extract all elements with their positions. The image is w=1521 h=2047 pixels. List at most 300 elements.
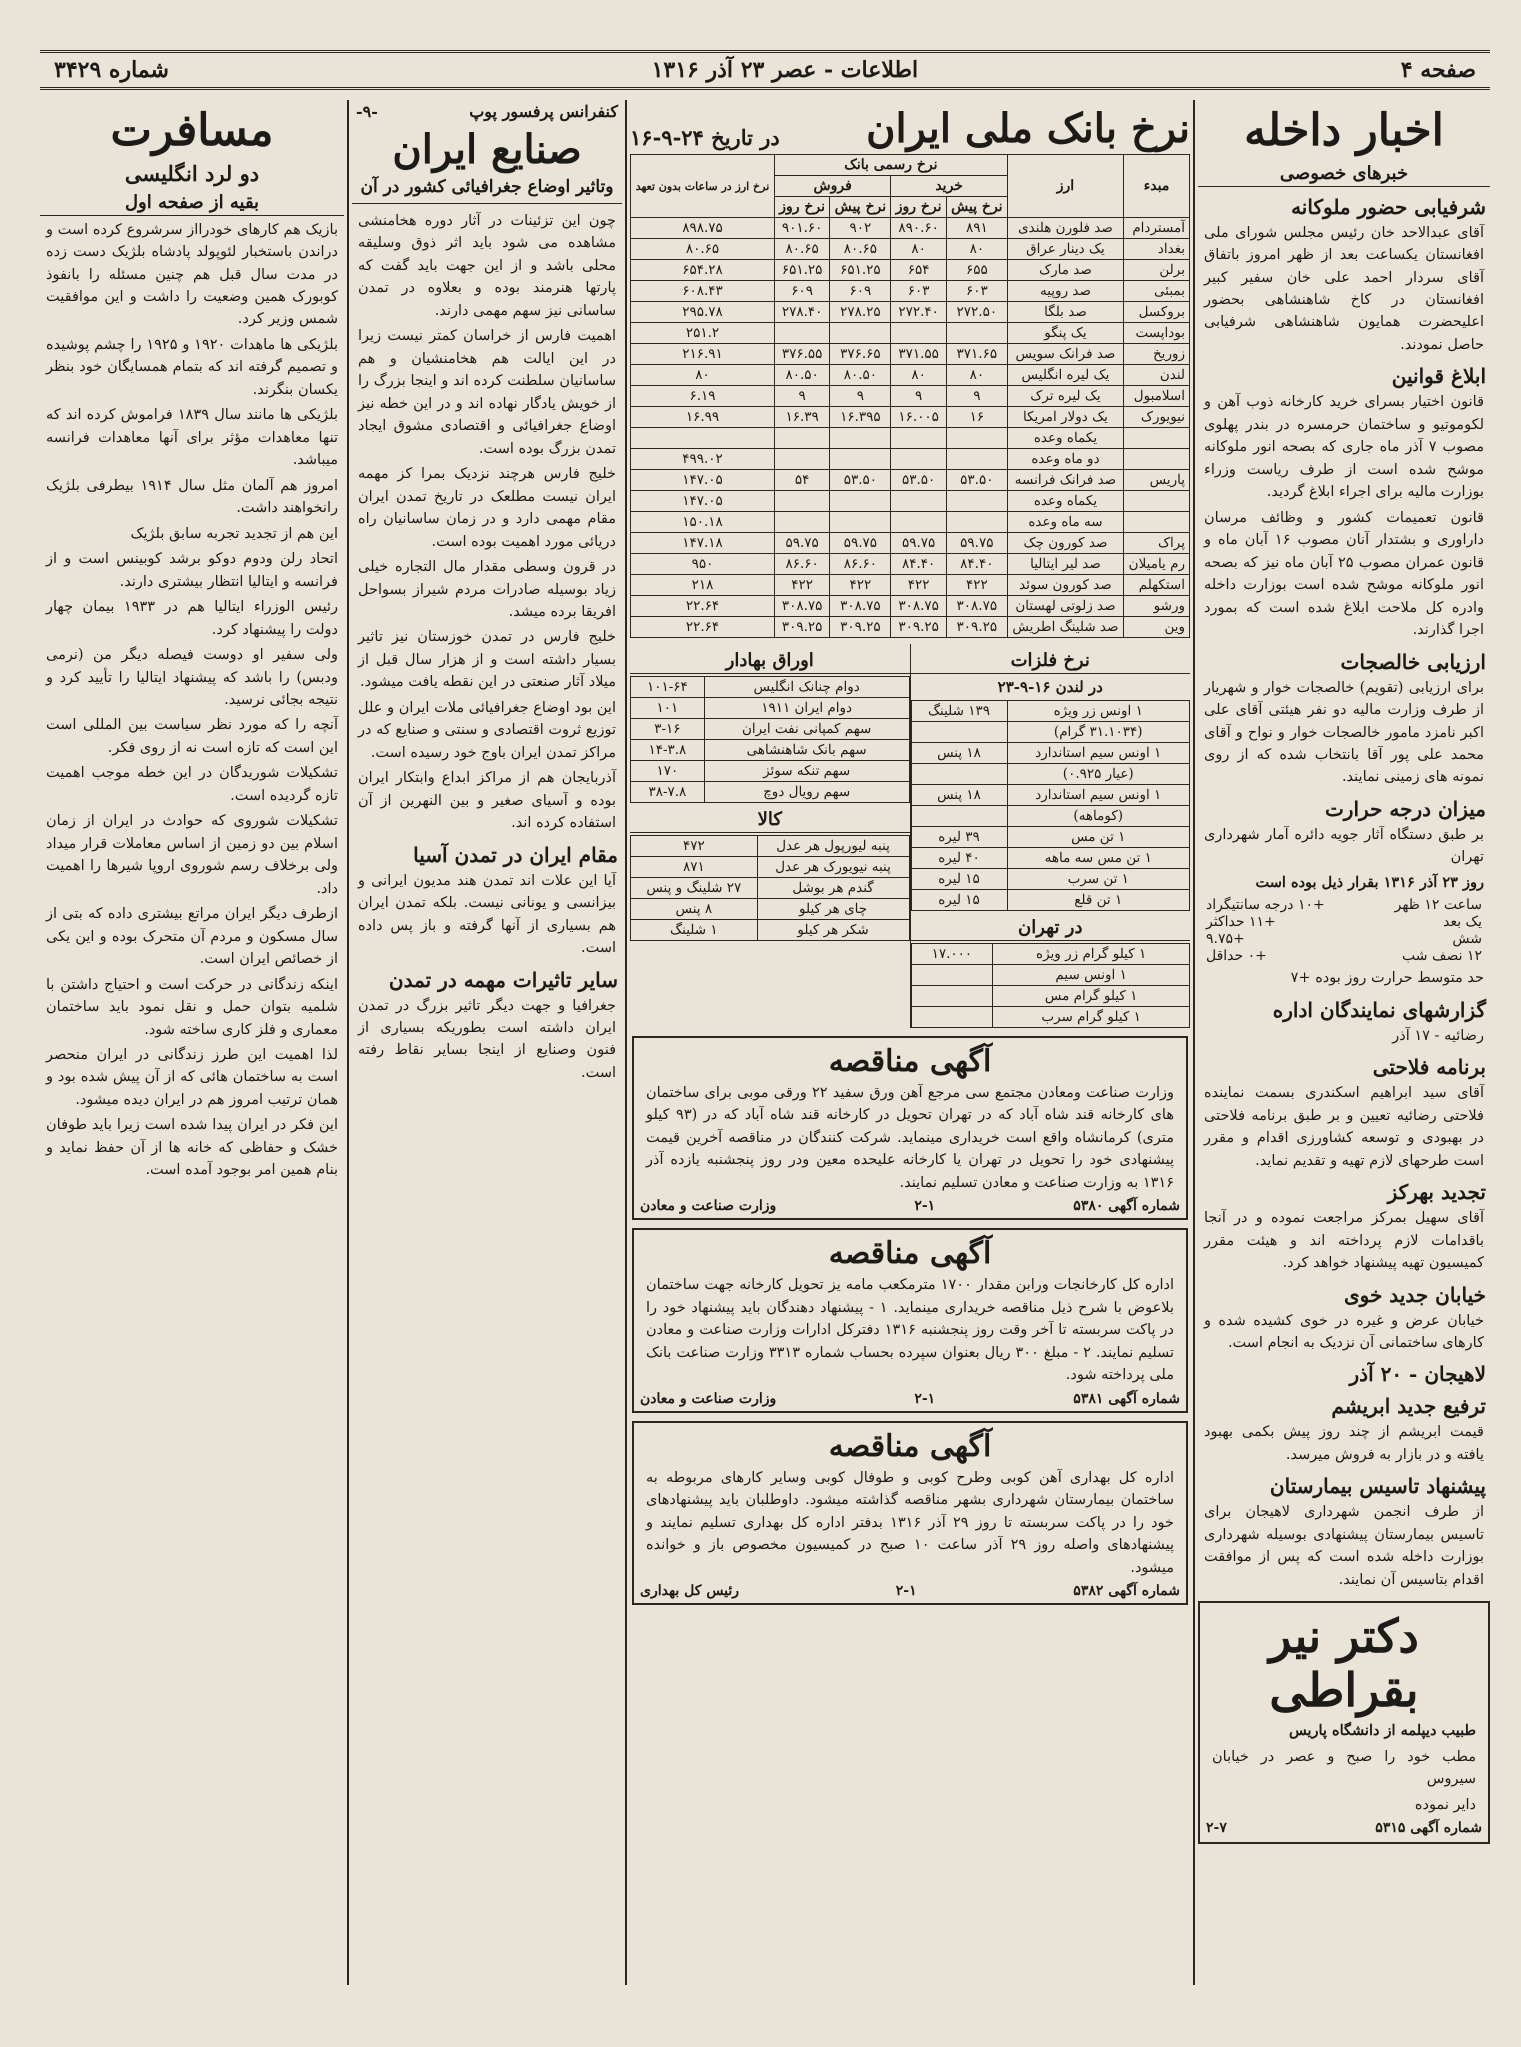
- goods-row: [631, 878, 910, 899]
- tehran-row-label: ۱ کیلو گرام زر ویژه: [993, 944, 1190, 965]
- rate-row: [631, 407, 1190, 428]
- metal-row: [911, 827, 1190, 848]
- rate-row: [631, 386, 1190, 407]
- exchange-rates-table: [630, 154, 1190, 638]
- ad-code: ۲-۱: [895, 1583, 917, 1600]
- metal-row-label: ۱ تن مس سه ماهه: [1007, 848, 1190, 869]
- rate-cell: ۴۲۲: [946, 575, 1007, 596]
- metal-row-value: ۱۸ پنس: [911, 785, 1007, 806]
- rate-cell: ۲۲.۶۴: [631, 617, 775, 638]
- rate-cell: ۸۰.۶۵: [774, 239, 829, 260]
- ad-code: ۲-۱: [914, 1390, 936, 1407]
- rate-row: [631, 533, 1190, 554]
- tehran-row-value: [911, 1007, 993, 1028]
- col-city: مبدء: [1124, 155, 1190, 218]
- rate-cell: زوریخ: [1124, 344, 1190, 365]
- rate-cell: ۶۵۵: [946, 260, 1007, 281]
- tender-ads: [630, 1036, 1190, 1605]
- rate-cell: ۳۰۸.۷۵: [774, 596, 829, 617]
- goods-row-label: شکر هر کیلو: [757, 920, 909, 941]
- rate-cell: ۳۰۹.۲۵: [891, 617, 946, 638]
- news-headline: برنامه فلاحتی: [1372, 1055, 1486, 1080]
- rate-cell: ۹: [830, 386, 891, 407]
- travel-paragraph: این فکر در ایران پیدا شده است زیرا باید طوفان خشک و حفاظی که خانه ها از آن حفظ نماید و بنام همین امر بوجود آمده است.: [46, 1117, 338, 1179]
- goods-title: کالا: [630, 809, 910, 833]
- travel-paragraph: اینکه زندگانی در حرکت است و احتیاج داشتن با شلمیه بتوان حمل و نقل نمود باید ساختمان معماری و فلز کاری ساخته شود.: [46, 976, 338, 1038]
- rate-cell: [1124, 449, 1190, 470]
- tehran-row-value: ۱۷.۰۰۰: [911, 944, 993, 965]
- rate-cell: [891, 512, 946, 533]
- rate-cell: ۸۰.۶۵: [631, 239, 775, 260]
- news-headline: خیابان جدید خوی: [1343, 1282, 1486, 1307]
- temp-label: یک بعد: [1443, 914, 1482, 931]
- temp-value: +۰ حداقل: [1206, 948, 1267, 965]
- rate-cell: [774, 323, 829, 344]
- news-headline: تجدید بهرکز: [1387, 1180, 1486, 1205]
- travel-paragraph: بازیک هم کارهای خودرااز سرشروع کرده است و دراندن باستخبار لئوپولد پادشاه بلژیک دست زده در مدت سال قبل هم چنین مسئله را بانفوذ کوبورک همین وضعیت را داشت و این موافقیت شمس وزیر کرد.: [46, 221, 338, 328]
- stocks-table: [630, 676, 910, 803]
- news-text: قانون اختیار بسرای خرید کارخانه ذوب آهن و لکوموتیو و ساختمان حرمسره در بندر پهلوی مصوب ۷ آذر ماه جاری که بصحه انور ملوکانه موشح شده است از طرف ریاست وزراء بوزارت مالیه برای اجراء ابلاغ گردید.: [1204, 394, 1485, 501]
- rate-cell: ۱۵۰.۱۸: [631, 512, 775, 533]
- article-kicker: کنفرانس پرفسور پوپ: [469, 102, 618, 121]
- rate-cell: ۵۳.۵۰: [830, 470, 891, 491]
- goods-row-label: پنبه لیورپول هر عدل: [757, 836, 909, 857]
- rate-cell: ۲۹۵.۷۸: [631, 302, 775, 323]
- rate-cell: ۴۲۲: [774, 575, 829, 596]
- rate-cell: صد زلوتی لهستان: [1007, 596, 1123, 617]
- travel-paragraph: بلژیکی ها ماهدات ۱۹۲۰ و ۱۹۲۵ را چشم پوشیده و تصمیم گرفته اند که بتمام همسایگان خود بنظر یکسان بنگرند.: [46, 336, 338, 398]
- rate-cell: یک لیره انگلیس: [1007, 365, 1123, 386]
- domestic-news-column: [1198, 100, 1490, 1985]
- news-text: قانون تعمیمات کشور و وظائف مرسان داراوری و بشتدار آنان مصوب ۱۶ آبان ماه و قانون عمران مصوب ۲۵ آبان ماه نیز که بصحه انور ملوکانه موشح شده است بوزارت داخله وادره کل ملاحت ابلاغ شده است که بمورد اجرا گذارند.: [1204, 509, 1484, 639]
- rate-cell: [946, 491, 1007, 512]
- temp-value: +۱۰ درجه سانتیگراد: [1206, 897, 1325, 914]
- metal-row-label: ۱ اونس سیم استاندارد: [1007, 785, 1190, 806]
- news-text: آقای سید ابراهیم اسکندری بسمت نماینده فلاحتی رضائیه تعیین و بر طبق برنامه فلاحتی در بهبودی و توسعه کشاورزی اقدام و مقرر است طرحهای لازم تهیه و تقدیم نماید.: [1204, 1085, 1484, 1169]
- travel-title: مسافرت: [110, 105, 274, 156]
- tehran-title: در تهران: [911, 917, 1191, 941]
- tehran-row: [911, 944, 1190, 965]
- rate-cell: [830, 428, 891, 449]
- metal-row-value: ۱۳۹ شلینگ: [911, 701, 1007, 722]
- rate-row: [631, 428, 1190, 449]
- article-subheading: سایر تاثیرات مهمه در تمدن: [388, 967, 618, 992]
- metal-row-value: ۱۵ لیره: [911, 869, 1007, 890]
- rate-cell: ۴۹۹.۰۲: [631, 449, 775, 470]
- rate-row: [631, 575, 1190, 596]
- rate-cell: صد فلورن هلندی: [1007, 218, 1123, 239]
- news-items: [1198, 195, 1490, 1592]
- travel-paragraph: رئیس الوزراء ایتالیا هم در ۱۹۳۳ بیمان چهار دولت را پیشنهاد کرد.: [46, 599, 338, 638]
- rate-cell: آمستردام: [1124, 218, 1190, 239]
- tehran-row: [911, 965, 1190, 986]
- article-subtitle: وتاثیر اوضاع جغرافیائی کشور در آن: [360, 177, 614, 197]
- article-paragraph: این بود اوضاع جغرافیائی ملات ایران و علل توزیع ثروت اقتصادی و سنتی و صنایع که در مراکز تمدن ایران باوج خود رسیده است.: [358, 699, 616, 761]
- metal-row: [911, 743, 1190, 764]
- goods-row-value: ۸۷۱: [631, 857, 758, 878]
- metal-row-value: [911, 806, 1007, 827]
- paper-name-date: اطلاعات - عصر ۲۳ آذر ۱۳۱۶: [651, 57, 919, 83]
- rate-cell: ۱۴۷.۰۵: [631, 470, 775, 491]
- news-text: خیابان عرض و غیره در خوی کشیده شده و کارهای ساختمانی آن نزدیک به انجام است.: [1204, 1312, 1484, 1351]
- ad-number: شماره آگهی ۵۳۸۰: [1073, 1198, 1180, 1215]
- rate-cell: ۲۵۱.۲: [631, 323, 775, 344]
- rate-cell: ۳۷۶.۶۵: [830, 344, 891, 365]
- ad-number: شماره آگهی ۵۳۸۱: [1073, 1390, 1180, 1407]
- rate-cell: ۸۶.۶۰: [774, 554, 829, 575]
- rate-cell: ۳۰۸.۷۵: [830, 596, 891, 617]
- metals-block: [910, 644, 1191, 1028]
- metal-row-value: ۴۰ لیره: [911, 848, 1007, 869]
- rate-cell: [774, 512, 829, 533]
- rate-cell: ۶۰۹: [774, 281, 829, 302]
- rate-cell: ۲۷۲.۵۰: [946, 302, 1007, 323]
- rate-cell: ۱۶: [946, 407, 1007, 428]
- doctor-credentials: طبیب دیپلمه از دانشگاه پاریس: [1288, 1722, 1476, 1740]
- rate-row: [631, 596, 1190, 617]
- goods-row-value: ۴۷۲: [631, 836, 758, 857]
- tehran-row: [911, 986, 1190, 1007]
- rate-row: [631, 344, 1190, 365]
- stock-row-label: دوام چنانک انگلیس: [704, 677, 909, 698]
- rate-cell: ۹۰۲: [830, 218, 891, 239]
- metal-row: [911, 890, 1190, 911]
- news-text: آقای سهیل بمرکز مراجعت نموده و در آنجا باقدامات لازم پرداخته اند و هیئت مقرر کمیسیون تهیه پیشنهاد خواهد کرد.: [1204, 1210, 1484, 1272]
- page-header: [40, 50, 1490, 90]
- rate-cell: ۳۰۸.۷۵: [946, 596, 1007, 617]
- rate-cell: پاریس: [1124, 470, 1190, 491]
- rate-cell: ۸۴.۴۰: [891, 554, 946, 575]
- travel-paragraph: ازطرف دیگر ایران مراتع بیشتری داده که بتی از سال مسکون و مردم آن متحرک بوده و این یکی از خصائص ایران است.: [46, 906, 338, 968]
- ad-signature: وزارت صناعت و معادن: [640, 1390, 777, 1407]
- col-official: نرخ رسمی بانک: [774, 155, 1007, 176]
- ad-signature: رئیس کل بهداری: [640, 1583, 740, 1600]
- rate-cell: ۲۱۸: [631, 575, 775, 596]
- rate-cell: ۶۵۴.۲۸: [631, 260, 775, 281]
- rate-cell: ۵۳.۵۰: [891, 470, 946, 491]
- rate-cell: ۹۰۱.۶۰: [774, 218, 829, 239]
- rate-cell: ۵۴: [774, 470, 829, 491]
- rate-cell: ۸۰: [946, 365, 1007, 386]
- issue-number: شماره ۳۴۲۹: [54, 57, 169, 83]
- metal-row-label: ۱ اونس زر ویژه: [1007, 701, 1190, 722]
- rate-cell: ۱۴۷.۰۵: [631, 491, 775, 512]
- stocks-block: [630, 644, 910, 1028]
- rate-cell: ۸۰: [946, 239, 1007, 260]
- stock-row-label: سهم رویال دوچ: [704, 782, 909, 803]
- rate-cell: برلن: [1124, 260, 1190, 281]
- travel-paragraph: تشکیلات شوریدگان در این خطه موجب اهمیت تازه گردیده است.: [46, 765, 338, 804]
- rate-cell: ۶۰۹: [830, 281, 891, 302]
- rate-cell: صد مارک: [1007, 260, 1123, 281]
- stock-row: [631, 761, 910, 782]
- rate-cell: نیویورک: [1124, 407, 1190, 428]
- rate-cell: ۹: [774, 386, 829, 407]
- tehran-row-label: ۱ کیلو گرام مس: [993, 986, 1190, 1007]
- rate-cell: یکماه وعده: [1007, 428, 1123, 449]
- goods-row-value: ۱ شلینگ: [631, 920, 758, 941]
- goods-row-value: ۲۷ شلینگ و پنس: [631, 878, 758, 899]
- temp-label: ساعت ۱۲ ظهر: [1394, 897, 1482, 914]
- rate-cell: [946, 449, 1007, 470]
- rate-cell: [891, 491, 946, 512]
- col-sell: فروش: [774, 176, 890, 197]
- stock-row-value: ۱۷۰: [631, 761, 705, 782]
- ad-footer: [640, 1391, 1180, 1407]
- news-headline: گزارشهای نمایندگان اداره: [1272, 997, 1486, 1022]
- rate-cell: ۶۰۸.۴۳: [631, 281, 775, 302]
- rate-cell: [891, 428, 946, 449]
- travel-body: [40, 219, 344, 1182]
- rate-cell: استکهلم: [1124, 575, 1190, 596]
- rate-row: [631, 302, 1190, 323]
- rate-cell: ۳۰۹.۲۵: [774, 617, 829, 638]
- article-subheading: مقام ایران در تمدن آسیا: [413, 842, 618, 867]
- rate-cell: ۳۷۱.۵۵: [891, 344, 946, 365]
- metal-row-label: (کوماهه): [1007, 806, 1190, 827]
- col-today: نرخ روز: [891, 197, 946, 218]
- ad-text: اداره کل کارخانجات ورابن مقدار ۱۷۰۰ مترمکعب مامه یز تحویل کارخانه جهت ساختمان بلاعوض با شرح ذیل مناقصه خریداری مینماید. ۱ - پیشنهاد دهندگان باید پیشنهاد خود را در پاکت سربسته تا آخر وقت روز پنجشنبه ۱۳۱۶ دفترکل ادارات وزارت صناعت و معادن تسلیم نمایند. ۲ - مبلغ ۳۰۰ ریال بعنوان سپرده بحساب شماره ۳۳۱۳ وزارت صناعت بانک ملی پرداخته شود.: [646, 1277, 1175, 1384]
- travel-paragraph: تشکیلات شوروی که حوادث در ایران از زمان اسلام بین دو زمین از اساس معاملات قرار میداد ولی برخلاف رسم شوروی اروپا شیرها را اهمیت داد.: [46, 813, 338, 897]
- doctor-note: دایر نموده: [1414, 1796, 1476, 1813]
- travel-paragraph: آنچه را که مورد نظر سیاست بین المللی است این است که تازه است نه از روی فکر.: [46, 717, 338, 756]
- column-divider: [1193, 100, 1195, 1985]
- rate-cell: ۲۷۸.۲۵: [830, 302, 891, 323]
- rate-cell: [891, 323, 946, 344]
- stock-row: [631, 677, 910, 698]
- rate-cell: [1124, 512, 1190, 533]
- rate-row: [631, 512, 1190, 533]
- rate-cell: ۲۷۲.۴۰: [891, 302, 946, 323]
- news-text: رضائیه - ۱۷ آذر: [1392, 1027, 1484, 1044]
- temp-row: [1206, 948, 1482, 964]
- rate-cell: ۴۲۲: [830, 575, 891, 596]
- rate-row: [631, 365, 1190, 386]
- rate-cell: ۶۵۱.۲۵: [830, 260, 891, 281]
- rate-cell: اسلامبول: [1124, 386, 1190, 407]
- rate-cell: صد فرانک فرانسه: [1007, 470, 1123, 491]
- rate-cell: ورشو: [1124, 596, 1190, 617]
- ad-text: اداره کل بهداری آهن کوبی وطرح کوبی و طوفال کوبی وسایر کارهای مربوطه به ساختمان بیمارستان شهرداری بشهر مناقصه گذاشته میشود. داوطلبان باید پیشنهادهای خود را در پاکت سربسته تا روز ۲۹ آذر ۱۳۱۶ بدفتر اداره کل بهداری تسلیم نمایند و پیشنهادهای واصله روز ۲۹ آذر ساعت ۱۰ صبح در کمیسیون مخصوص باز و خوانده میشود.: [646, 1469, 1174, 1576]
- rate-cell: ۶.۱۹: [631, 386, 775, 407]
- rate-cell: [1124, 491, 1190, 512]
- bank-date: در تاریخ ۲۴-۹-۱۶: [630, 125, 780, 150]
- news-text: برای ارزیابی (تقویم) خالصجات خوار و شهریار از طرف وزارت مالیه دو نفر هیئتی آقای علی اکبر نامزد مامور خالصجات خوار و نواح و آقای محمد علی پور آقا بانتخاب شده که از روی نمونه های زمینی نمایند.: [1204, 679, 1484, 786]
- rate-cell: وین: [1124, 617, 1190, 638]
- section-title: اخبار داخله: [1244, 105, 1444, 156]
- travel-paragraph: امروز هم آلمان مثل سال ۱۹۱۴ بیطرفی بلژیک رانخواهند داشت.: [46, 477, 338, 517]
- doctor-name: دکتر نیر بقراطی: [1269, 1609, 1419, 1718]
- metals-title: نرخ فلزات: [911, 650, 1191, 674]
- rate-cell: ۴۲۲: [891, 575, 946, 596]
- rate-row: [631, 260, 1190, 281]
- rate-cell: یک دولار امریکا: [1007, 407, 1123, 428]
- rate-cell: ۸۹۱: [946, 218, 1007, 239]
- rate-cell: ۲۲.۶۴: [631, 596, 775, 617]
- rate-row: [631, 239, 1190, 260]
- tender-ad: [632, 1228, 1188, 1412]
- news-text: از طرف انجمن شهرداری لاهیجان برای تاسیس بیمارستان پیشنهادی بوسیله شهرداری بوزارت داخله شده است که پس از موافقت اقدام بتاسیس آن نمایند.: [1204, 1504, 1484, 1588]
- rate-cell: ۱۶.۹۹: [631, 407, 775, 428]
- rate-cell: [830, 323, 891, 344]
- stocks-title: اوراق بهادار: [630, 650, 910, 674]
- rate-cell: [946, 323, 1007, 344]
- temp-row: [1206, 914, 1482, 930]
- article-part: -۹-: [356, 102, 378, 121]
- goods-row-value: ۸ پنس: [631, 899, 758, 920]
- stock-row-label: سهم تنکه سوئز: [704, 761, 909, 782]
- rate-cell: [774, 491, 829, 512]
- col-buy: خرید: [891, 176, 1007, 197]
- article-paragraph: خلیج فارس هرچند نزدیک بمرا کز مهمه ایران نیست مطلعک در تاریخ تمدن ایران مقام مهمی دارد و در زمان ساسانیان راه دریائی مورد اهمیت بوده است.: [358, 466, 616, 550]
- rate-cell: ۵۹.۷۵: [774, 533, 829, 554]
- metal-row: [911, 806, 1190, 827]
- ad-code: ۲-۱: [914, 1198, 936, 1215]
- ad-code: ۲-۷: [1206, 1820, 1227, 1837]
- stock-row-value: ۱۰۱: [631, 698, 705, 719]
- tehran-row-label: ۱ اونس سیم: [993, 965, 1190, 986]
- newspaper-page: [40, 30, 1490, 2015]
- rate-cell: ۳۰۸.۷۵: [891, 596, 946, 617]
- travel-article-column: [40, 100, 344, 1985]
- ad-title: آگهی مناقصه: [828, 1428, 992, 1464]
- rate-cell: [891, 449, 946, 470]
- article-paragraph: جغرافیا و جهت دیگر تاثیر بزرگ در تمدن ایران داشته است بطوریکه بسیاری از فنون وصنایع از اینجا بسایر نقاط رفته است.: [358, 997, 616, 1081]
- rate-cell: ۸۹۸.۷۵: [631, 218, 775, 239]
- rate-cell: ۳۷۶.۵۵: [774, 344, 829, 365]
- rate-row: [631, 470, 1190, 491]
- stock-row-label: سهم بانک شاهنشاهی: [704, 740, 909, 761]
- metal-row-value: [911, 764, 1007, 785]
- ad-number: شماره آگهی ۵۳۱۵: [1375, 1820, 1482, 1837]
- metal-row: [911, 722, 1190, 743]
- rate-cell: صد لیر ایتالیا: [1007, 554, 1123, 575]
- column-divider: [347, 100, 349, 1985]
- goods-row-label: گندم هر بوشل: [757, 878, 909, 899]
- travel-paragraph: این هم از تجدید تجربه سابق بلژیک: [130, 525, 338, 542]
- news-headline: ترفیع جدید ابریشم: [1331, 1394, 1486, 1419]
- goods-row: [631, 899, 910, 920]
- rate-cell: ۹۵۰: [631, 554, 775, 575]
- news-text: آقای عبدالاحد خان رئیس مجلس شورای ملی افغانستان یکساعت بعد از ظهر امروز باتفاق آقای سردار احمد علی خان سفیر کبیر افغانستان در کاخ شاهنشاهی بحضور اعلیحضرت همایون شاهنشاهی شرفیابی حاصل نمودند.: [1204, 224, 1484, 353]
- rate-cell: ۶۵۱.۲۵: [774, 260, 829, 281]
- rate-cell: ۸۰.۵۰: [830, 365, 891, 386]
- rate-row: [631, 323, 1190, 344]
- rate-cell: صد روپیه: [1007, 281, 1123, 302]
- news-text: بر طبق دستگاه آثار جویه دائره آمار شهرداری تهران: [1204, 826, 1484, 866]
- metal-row-label: (۳۱.۱۰۳۴ گرام): [1007, 722, 1190, 743]
- ad-title: آگهی مناقصه: [828, 1044, 992, 1079]
- ad-text: وزارت صناعت ومعادن مجتمع سی مرجع آهن ورق سفید ۲۲ ورقی موبی برای ساختمان های کارخانه قند شاه آباد که در تهران تحویل در کارخانه قند شاه آباد که در (۹۳ کیلو متری) کرمانشاه واقع است خریداری مینماید. شرکت کنندگان در مناقصه آخرین قیمت پیشنهادی خود را تحویل در تهران یا کارخانه علیحده معین ودر روز پنجشنبه یازده آذر ۱۳۱۶ به وزارت صناعت و معادن تسلیم نمایند.: [646, 1085, 1174, 1191]
- rate-row: [631, 449, 1190, 470]
- stock-row: [631, 698, 910, 719]
- rate-cell: دو ماه وعده: [1007, 449, 1123, 470]
- col-note: نرخ ارز در ساعات بدون تعهد: [631, 155, 775, 218]
- bank-title: نرخ بانک ملی ایران: [866, 105, 1190, 152]
- rate-cell: [830, 512, 891, 533]
- temp-row: [1206, 897, 1482, 913]
- metal-row: [911, 701, 1190, 722]
- rate-cell: [946, 428, 1007, 449]
- rate-cell: ۸۰.۵۰: [774, 365, 829, 386]
- temp-label: شش: [1452, 931, 1482, 948]
- rate-cell: ۸۰.۶۵: [830, 239, 891, 260]
- news-headline: ابلاغ قوانین: [1391, 364, 1486, 389]
- rate-cell: یک لیره ترک: [1007, 386, 1123, 407]
- rate-cell: ۳۰۹.۲۵: [830, 617, 891, 638]
- rate-cell: ۹: [891, 386, 946, 407]
- metal-row-value: ۳۹ لیره: [911, 827, 1007, 848]
- rate-cell: [830, 491, 891, 512]
- rate-row: [631, 491, 1190, 512]
- temp-label: ۱۲ نصف شب: [1402, 948, 1482, 965]
- rate-cell: سه ماه وعده: [1007, 512, 1123, 533]
- stock-row-value: ۳۸-۷.۸: [631, 782, 705, 803]
- rate-cell: بمبئی: [1124, 281, 1190, 302]
- metal-row: [911, 764, 1190, 785]
- metal-row-label: ۱ اونس سیم استاندارد: [1007, 743, 1190, 764]
- metals-london: در لندن ۱۶-۹-۲۳: [997, 678, 1103, 696]
- rate-cell: [946, 512, 1007, 533]
- rate-cell: ۶۰۳: [946, 281, 1007, 302]
- doctor-address: مطب خود را صبح و عصر در خیابان سیروس: [1212, 1748, 1476, 1788]
- travel-paragraph: لذا اهمیت این طرز زندگانی در ایران منحصر است به ساختمان هائی که از آن پیش شده بود و همان ترتیب امروز هم در ایران دیده میشود.: [46, 1047, 338, 1108]
- metal-row-label: ۱ تن سرب: [1007, 869, 1190, 890]
- metal-row-value: ۱۵ لیره: [911, 890, 1007, 911]
- rate-cell: ۸۹۰.۶۰: [891, 218, 946, 239]
- rate-row: [631, 617, 1190, 638]
- rate-cell: ۵۹.۷۵: [946, 533, 1007, 554]
- rate-cell: ۱۶.۳۹۵: [830, 407, 891, 428]
- section-subtitle: خبرهای خصوصی: [1198, 163, 1490, 187]
- rate-cell: [830, 449, 891, 470]
- rate-cell: [774, 428, 829, 449]
- tehran-row-label: ۱ کیلو گرام سرب: [993, 1007, 1190, 1028]
- news-text: قیمت ابریشم از چند روز پیش بکمی بهبود یافته و در بازار به فروش میرسد.: [1204, 1424, 1484, 1463]
- rate-cell: ۱۶.۰۰۵: [891, 407, 946, 428]
- rate-cell: ۸۰: [891, 239, 946, 260]
- temp-value: +۱۱ حداکثر: [1206, 914, 1276, 931]
- rate-cell: ۵۹.۷۵: [830, 533, 891, 554]
- travel-subtitle: دو لرد انگلیسی: [124, 160, 260, 186]
- ad-footer: [640, 1198, 1180, 1214]
- rate-cell: ۲۱۶.۹۱: [631, 344, 775, 365]
- bank-rates-column: [630, 100, 1190, 1985]
- rate-cell: بروکسل: [1124, 302, 1190, 323]
- goods-row-label: چای هر کیلو: [757, 899, 909, 920]
- page-number: صفحه ۴: [1400, 57, 1476, 83]
- travel-paragraph: بلژیکی ها مانند سال ۱۸۳۹ فراموش کرده اند که تنها معاهدات مؤثر برای آنها معاهدات فرانسه میباشد.: [46, 407, 339, 469]
- rate-cell: ۹: [946, 386, 1007, 407]
- rate-cell: ۳۰۹.۲۵: [946, 617, 1007, 638]
- stock-row-label: سهم کمپانی نفت ایران: [704, 719, 909, 740]
- ad-signature: وزارت صناعت و معادن: [640, 1198, 777, 1215]
- stock-row: [631, 719, 910, 740]
- article-paragraph: آذربایجان هم از مراکز ابداع وابتکار ایران بوده و آسیای صغیر و بین النهرین از آن استفاده کرده اند.: [358, 770, 616, 832]
- metal-row-label: ۱ تن قلع: [1007, 890, 1190, 911]
- tehran-row-value: [911, 986, 993, 1007]
- news-headline: شرفیابی حضور ملوکانه: [1291, 194, 1486, 219]
- rate-cell: [631, 428, 775, 449]
- rate-cell: ۶۵۴: [891, 260, 946, 281]
- news-headline: لاهیجان - ۲۰ آذر: [1349, 1362, 1486, 1387]
- rate-cell: رم یامیلان: [1124, 554, 1190, 575]
- industry-article-column: [352, 100, 622, 1985]
- ad-number: شماره آگهی ۵۳۸۲: [1073, 1583, 1180, 1600]
- rate-cell: صد کورون چک: [1007, 533, 1123, 554]
- rate-cell: [774, 449, 829, 470]
- article-body: [352, 210, 622, 1084]
